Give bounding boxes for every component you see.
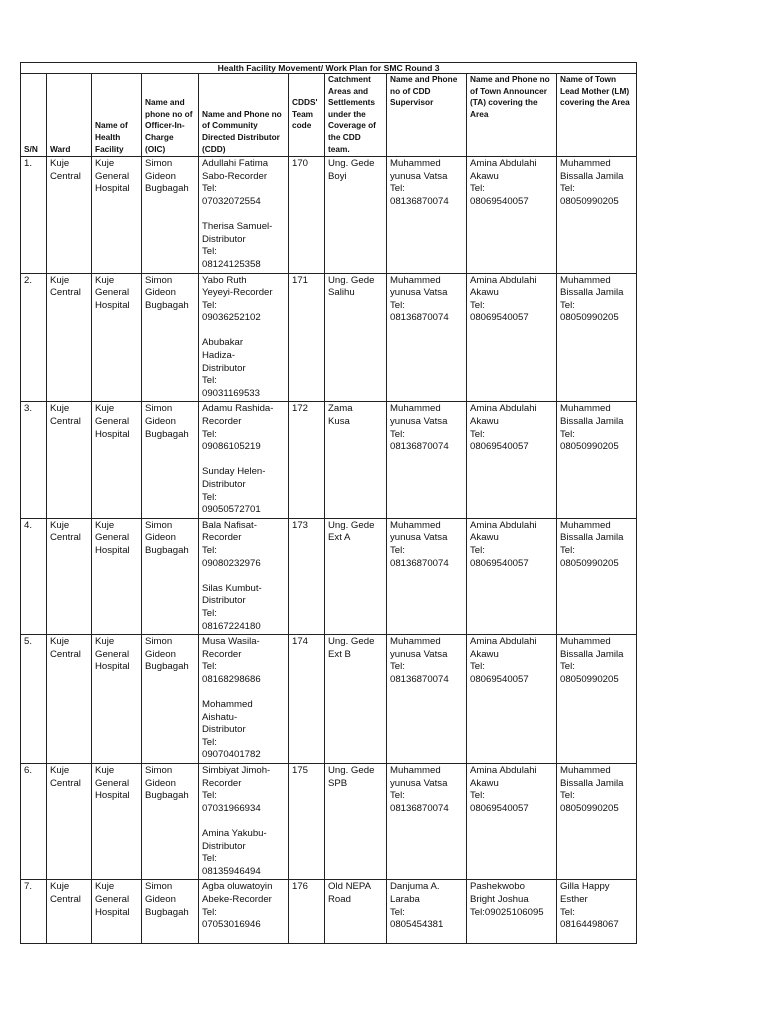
cell-lead-mother-text: Muhammed Bissalla Jamila Tel: 08050990205 — [560, 765, 624, 814]
cell-announcer — [467, 635, 557, 764]
cell-announcer-text: Amina Abdulahi Akawu Tel: 08069540057 — [470, 636, 537, 685]
cell-cdd — [199, 635, 289, 764]
cell-sn-text: 6. — [24, 765, 33, 777]
cell-oic-text: Simon Gideon Bugbagah — [145, 403, 189, 440]
cell-catchment — [325, 880, 387, 944]
cell-announcer-text: Pashekwobo Bright Joshua Tel:09025106095 — [470, 881, 544, 918]
cell-catchment-text: Ung. Gede Boyi — [328, 158, 375, 182]
cell-team-code-text: 175 — [292, 765, 309, 777]
cell-cdd — [199, 273, 289, 402]
cell-catchment — [325, 157, 387, 273]
cell-sn — [21, 273, 47, 402]
cell-oic — [142, 764, 199, 880]
cell-team-code — [289, 273, 325, 402]
cell-oic-text: Simon Gideon Bugbagah — [145, 636, 189, 673]
cell-sn-text: 3. — [24, 403, 33, 415]
cell-ward-text: Kuje Central — [50, 881, 81, 905]
cell-catchment-text: Old NEPA Road — [328, 881, 372, 905]
cell-facility-text: Kuje General Hospital — [95, 765, 130, 802]
cell-ward — [47, 402, 92, 518]
col-header-cdd: Name and Phone no of Community Directed Distributor (CDD) — [199, 74, 289, 157]
cell-sn-text: 5. — [24, 636, 33, 648]
cell-supervisor — [387, 518, 467, 634]
cell-team-code — [289, 764, 325, 880]
title-row — [21, 63, 637, 74]
cell-ward — [47, 880, 92, 944]
cell-lead-mother-text: Muhammed Bissalla Jamila Tel: 08050990205 — [560, 158, 624, 207]
cell-facility — [92, 880, 142, 944]
cell-announcer — [467, 518, 557, 634]
cell-ward-text: Kuje Central — [50, 519, 81, 544]
cell-catchment — [325, 635, 387, 764]
cell-facility — [92, 157, 142, 273]
cell-ward-text: Kuje Central — [50, 274, 81, 299]
cell-oic — [142, 880, 199, 944]
cell-ward — [47, 764, 92, 880]
cell-facility-text: Kuje General Hospital — [95, 158, 130, 195]
cell-supervisor — [387, 764, 467, 880]
cell-sn-text: 1. — [24, 158, 33, 170]
cell-announcer — [467, 402, 557, 518]
cell-catchment-text: Zama Kusa — [328, 403, 353, 428]
cell-oic — [142, 635, 199, 764]
cell-announcer — [467, 273, 557, 402]
table-row — [21, 157, 637, 273]
cell-ward — [47, 273, 92, 402]
cell-cdd-text: Yabo Ruth Yeyeyi-Recorder Tel: 09036252102 Abubakar Hadiza- Distributor Tel: 09031169533 — [202, 274, 273, 399]
table-row — [21, 880, 637, 944]
cell-lead-mother — [557, 273, 637, 402]
cell-announcer-text: Amina Abdulahi Akawu Tel: 08069540057 — [470, 403, 537, 453]
cell-cdd-text: Bala Nafisat- Recorder Tel: 09080232976 Silas Kumbut- Distributor Tel: 08167224180 — [202, 519, 262, 632]
cell-announcer — [467, 880, 557, 944]
cell-facility — [92, 518, 142, 634]
cell-facility — [92, 402, 142, 518]
cell-oic — [142, 157, 199, 273]
cell-supervisor-text: Muhammed yunusa Vatsa Tel: 08136870074 — [390, 403, 449, 453]
cell-cdd-text: Adamu Rashida- Recorder Tel: 09086105219 Sunday Helen- Distributor Tel: 09050572701 — [202, 403, 274, 516]
cell-oic — [142, 402, 199, 518]
cell-catchment — [325, 402, 387, 518]
cell-ward-text: Kuje Central — [50, 636, 81, 660]
cell-ward-text: Kuje Central — [50, 765, 81, 789]
cell-oic — [142, 273, 199, 402]
cell-catchment-text: Ung. Gede Salihu — [328, 274, 375, 299]
cell-ward — [47, 518, 92, 634]
col-header-facility: Name of Health Facility — [92, 74, 142, 157]
cell-supervisor-text: Muhammed yunusa Vatsa Tel: 08136870074 — [390, 158, 449, 207]
cell-sn — [21, 635, 47, 764]
cell-catchment — [325, 518, 387, 634]
cell-facility-text: Kuje General Hospital — [95, 274, 130, 311]
table-row — [21, 273, 637, 402]
cell-catchment-text: Ung. Gede SPB — [328, 765, 375, 789]
col-header-sn: S/N — [21, 74, 47, 157]
cell-supervisor — [387, 635, 467, 764]
cell-team-code-text: 171 — [292, 274, 309, 286]
cell-cdd — [199, 880, 289, 944]
table-row — [21, 518, 637, 634]
cell-cdd — [199, 764, 289, 880]
cell-catchment — [325, 764, 387, 880]
col-header-oic: Name and phone no of Officer-In-Charge (OIC) — [142, 74, 199, 157]
cell-lead-mother-text: Muhammed Bissalla Jamila Tel: 08050990205 — [560, 519, 624, 569]
col-header-team-code: CDDS' Team code — [289, 74, 325, 157]
cell-lead-mother-text: Muhammed Bissalla Jamila Tel: 08050990205 — [560, 636, 624, 685]
col-header-supervisor: Name and Phone no of CDD Supervisor — [387, 74, 467, 157]
cell-cdd — [199, 518, 289, 634]
cell-sn — [21, 157, 47, 273]
cell-supervisor-text: Muhammed yunusa Vatsa Tel: 08136870074 — [390, 636, 449, 685]
cell-sn — [21, 402, 47, 518]
cell-lead-mother — [557, 518, 637, 634]
cell-supervisor-text: Muhammed yunusa Vatsa Tel: 08136870074 — [390, 519, 449, 569]
cell-team-code — [289, 402, 325, 518]
cell-supervisor-text: Muhammed yunusa Vatsa Tel: 08136870074 — [390, 765, 449, 814]
col-header-lead-mother: Name of Town Lead Mother (LM) covering the Area — [557, 74, 637, 157]
cell-lead-mother-text: Muhammed Bissalla Jamila Tel: 08050990205 — [560, 274, 624, 324]
cell-sn-text: 4. — [24, 519, 33, 531]
cell-facility — [92, 273, 142, 402]
cell-cdd — [199, 402, 289, 518]
cell-team-code-text: 176 — [292, 881, 309, 893]
cell-sn — [21, 764, 47, 880]
cell-lead-mother — [557, 402, 637, 518]
cell-supervisor — [387, 273, 467, 402]
cell-oic-text: Simon Gideon Bugbagah — [145, 519, 189, 556]
cell-lead-mother-text: Muhammed Bissalla Jamila Tel: 08050990205 — [560, 403, 624, 453]
cell-team-code-text: 170 — [292, 158, 309, 170]
cell-cdd-text: Musa Wasila- Recorder Tel: 08168298686 Mohammed Aishatu- Distributor Tel: 09070401782 — [202, 636, 261, 761]
cell-announcer — [467, 157, 557, 273]
cell-lead-mother — [557, 764, 637, 880]
cell-cdd-text: Adullahi Fatima Sabo-Recorder Tel: 07032072554 Therisa Samuel- Distributor Tel: 08124125358 — [202, 158, 273, 270]
cell-cdd — [199, 157, 289, 273]
cell-oic — [142, 518, 199, 634]
cell-facility-text: Kuje General Hospital — [95, 519, 130, 556]
cell-catchment-text: Ung. Gede Ext A — [328, 519, 375, 544]
cell-facility — [92, 764, 142, 880]
cell-sn — [21, 880, 47, 944]
cell-supervisor-text: Muhammed yunusa Vatsa Tel: 08136870074 — [390, 274, 449, 324]
cell-facility — [92, 635, 142, 764]
table-row — [21, 635, 637, 764]
cell-sn-text: 2. — [24, 274, 33, 286]
cell-team-code-text: 174 — [292, 636, 309, 648]
cell-lead-mother — [557, 157, 637, 273]
cell-oic-text: Simon Gideon Bugbagah — [145, 274, 189, 311]
col-header-announcer: Name and Phone no of Town Announcer (TA) covering the Area — [467, 74, 557, 157]
cell-lead-mother — [557, 880, 637, 944]
table-body — [21, 157, 637, 944]
cell-sn — [21, 518, 47, 634]
cell-team-code — [289, 880, 325, 944]
cell-announcer-text: Amina Abdulahi Akawu Tel: 08069540057 — [470, 765, 537, 814]
cell-team-code-text: 173 — [292, 519, 309, 531]
cell-ward — [47, 157, 92, 273]
cell-oic-text: Simon Gideon Bugbagah — [145, 765, 189, 802]
cell-announcer-text: Amina Abdulahi Akawu Tel: 08069540057 — [470, 158, 537, 207]
cell-cdd-text: Simbiyat Jimoh- Recorder Tel: 07031966934 Amina Yakubu- Distributor Tel: 08135946494 — [202, 765, 271, 877]
cell-ward — [47, 635, 92, 764]
cell-cdd-text: Agba oluwatoyin Abeke-Recorder Tel: 07053016946 — [202, 881, 273, 931]
cell-supervisor — [387, 402, 467, 518]
cell-sn-text: 7. — [24, 881, 33, 893]
cell-team-code — [289, 518, 325, 634]
cell-facility-text: Kuje General Hospital — [95, 403, 130, 440]
cell-oic-text: Simon Gideon Bugbagah — [145, 881, 189, 918]
cell-team-code — [289, 635, 325, 764]
cell-team-code-text: 172 — [292, 403, 309, 415]
cell-supervisor — [387, 880, 467, 944]
table-row — [21, 764, 637, 880]
cell-facility-text: Kuje General Hospital — [95, 881, 130, 918]
cell-ward-text: Kuje Central — [50, 403, 81, 428]
cell-catchment-text: Ung. Gede Ext B — [328, 636, 375, 660]
header-row — [21, 74, 637, 157]
cell-lead-mother — [557, 635, 637, 764]
cell-lead-mother-text: Gilla Happy Esther Tel: 08164498067 — [560, 881, 619, 931]
cell-ward-text: Kuje Central — [50, 158, 81, 182]
cell-facility-text: Kuje General Hospital — [95, 636, 130, 673]
col-header-ward: Ward — [47, 74, 92, 157]
col-header-catchment: Catchment Areas and Settlements under the Coverage of the CDD team. — [325, 74, 387, 157]
cell-team-code — [289, 157, 325, 273]
cell-announcer-text: Amina Abdulahi Akawu Tel: 08069540057 — [470, 274, 537, 324]
cell-announcer-text: Amina Abdulahi Akawu Tel: 08069540057 — [470, 519, 537, 569]
document-title: Health Facility Movement/ Work Plan for SMC Round 3 — [21, 63, 637, 74]
work-plan-table — [20, 62, 637, 944]
cell-supervisor — [387, 157, 467, 273]
cell-catchment — [325, 273, 387, 402]
cell-supervisor-text: Danjuma A. Laraba Tel: 0805454381 — [390, 881, 444, 931]
table-row — [21, 402, 637, 518]
cell-announcer — [467, 764, 557, 880]
cell-oic-text: Simon Gideon Bugbagah — [145, 158, 189, 195]
